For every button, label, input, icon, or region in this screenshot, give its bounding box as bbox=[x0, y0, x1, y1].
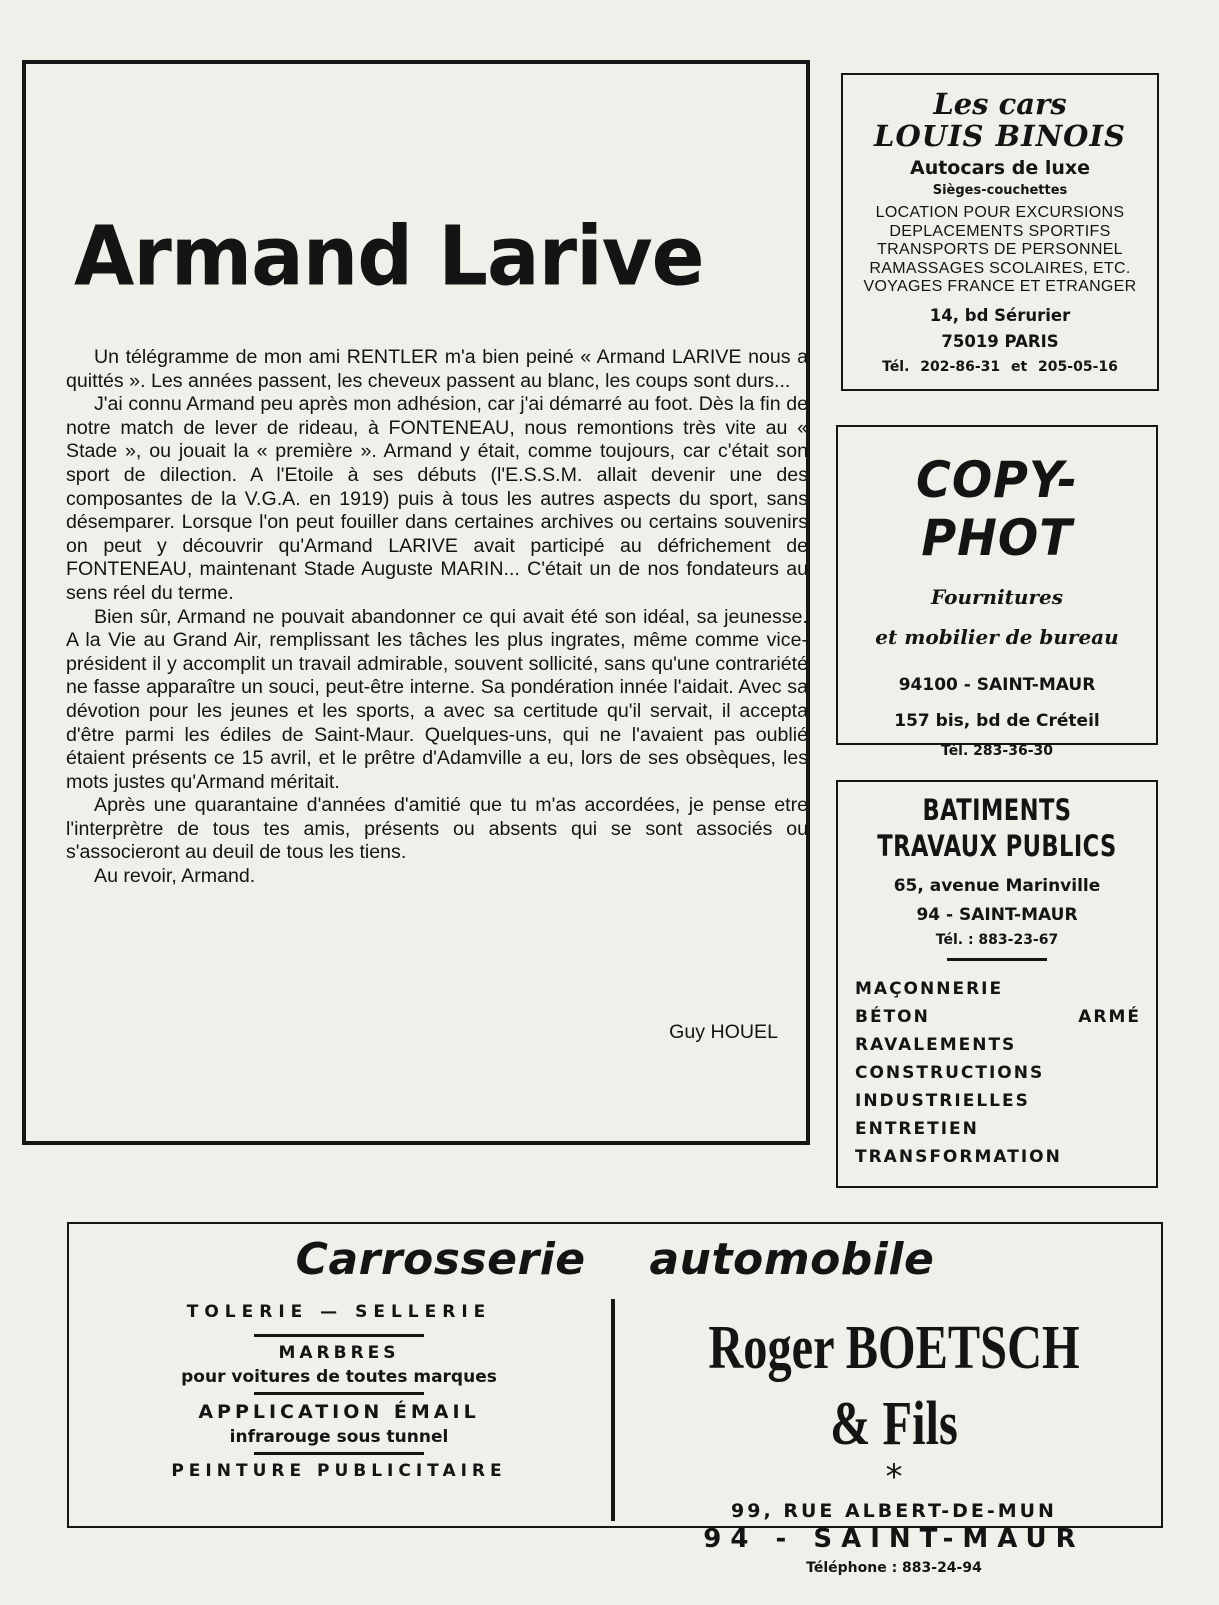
ad-binois-address bbox=[843, 303, 1157, 355]
service-item: MAÇONNERIE bbox=[855, 979, 1004, 999]
ad-carro-line2: MARBRES bbox=[278, 1343, 400, 1363]
ad-carro-services bbox=[119, 1294, 559, 1481]
divider bbox=[611, 1299, 615, 1521]
divider bbox=[947, 958, 1047, 961]
ad-copyphot-line1: Fournitures bbox=[931, 585, 1063, 609]
ad-binois-heading: Les cars bbox=[933, 87, 1067, 121]
ad-carro-firm: Roger BOETSCH & Fils bbox=[708, 1314, 1080, 1458]
divider bbox=[254, 1334, 424, 1337]
ad-binois-city: 75019 PARIS bbox=[941, 331, 1059, 351]
obituary-paragraph: Après une quarantaine d'années d'amitié que tu m'as accordées, je pense etre l'interprètre de tous tes amis, présents ou absents qui se sont associés ou s'associeront au deuil de tous les tiens. bbox=[66, 794, 808, 864]
divider bbox=[254, 1392, 424, 1395]
ad-copyphot-title: COPY-PHOT bbox=[916, 451, 1078, 567]
ad-batiments bbox=[836, 780, 1158, 1188]
obituary-paragraph: Au revoir, Armand. bbox=[94, 865, 256, 888]
ad-copyphot-address bbox=[838, 667, 1156, 739]
ad-bat-services bbox=[838, 975, 1156, 1171]
obituary-body bbox=[66, 346, 808, 889]
obituary-title: Armand Larive bbox=[74, 209, 704, 305]
service-item: INDUSTRIELLES bbox=[855, 1091, 1030, 1111]
ad-copy-phot bbox=[836, 425, 1158, 759]
ad-louis-binois bbox=[841, 73, 1159, 391]
service-item: RAMASSAGES SCOLAIRES, ETC. bbox=[869, 259, 1131, 277]
ad-carro-line3: pour voitures de toutes marques bbox=[181, 1367, 497, 1387]
ad-carro-heading: Carrosserie automobile bbox=[295, 1234, 935, 1285]
divider bbox=[254, 1452, 424, 1455]
obituary-paragraph: Bien sûr, Armand ne pouvait abandonner ce qui avait été son idéal, sa jeunesse. A la Vie au Grand Air, remplissant les tâches les plus ingrates, même comme vice-président il y accomplit un travail admirable, souvent sollicité, sans qu'une contrariété ne fasse apparaître un souci, peut-être interne. Sa pondération innée l'aidait. Avec sa dévotion pour les jeunes et les sports, a avec sa certitude qu'il servait, il accepta d'être parmi les édiles de Saint-Maur. Quelques-uns, qui ne l'avaient pas oublié étaient présents ce 15 avril, et le prêtre d'Adamville a eu, lors de ses obsèques, les mots justes qu'Armand méritait. bbox=[66, 605, 808, 793]
service-item: VOYAGES FRANCE ET ETRANGER bbox=[863, 278, 1137, 295]
obituary-box bbox=[22, 60, 810, 1145]
ad-carro-line1: TOLERIE — SELLERIE bbox=[186, 1302, 492, 1322]
service-item: ENTRETIEN bbox=[855, 1119, 979, 1139]
ad-bat-phone: Tél. : 883-23-67 bbox=[935, 932, 1059, 948]
ad-carro-street: 99, RUE ALBERT-DE-MUN bbox=[731, 1500, 1057, 1522]
ad-copyphot-street: 157 bis, bd de Créteil bbox=[894, 711, 1100, 731]
ad-carro-phone: Téléphone : 883-24-94 bbox=[806, 1560, 982, 1576]
star-icon: * bbox=[885, 1457, 903, 1497]
service-item: TRANSPORTS DE PERSONNEL bbox=[877, 241, 1123, 258]
ad-carro-line6: PEINTURE PUBLICITAIRE bbox=[171, 1461, 507, 1481]
obituary-paragraph: J'ai connu Armand peu après mon adhésion, car j'ai démarré au foot. Dès la fin de notre match de lever de rideau, à FONTENEAU, nous remontions très vite au « Stade », ou jouait la « première ». Armand y était, comme toujours, car c'était son sport de dilection. A l'Etoile à ses débuts (l'E.S.S.M. allait devenir une des composantes de la V.G.A. en 1919) puis à tous les autres aspects du sport, sans désemparer. Lorsque l'on peut fouiller dans certaines archives ou certains souvenirs on peut y découvrir qu'Armand LARIVE avait participé au défrichement de FONTENEAU, maintenant Stade Auguste MARIN... C'était un de nos fondateurs au sens réel du terme. bbox=[66, 393, 808, 604]
service-item: DEPLACEMENTS SPORTIFS bbox=[889, 222, 1111, 240]
ad-carro-line4: APPLICATION ÉMAIL bbox=[198, 1401, 480, 1423]
ad-binois-brand: LOUIS BINOIS bbox=[874, 119, 1126, 153]
ad-bat-city: 94 - SAINT-MAUR bbox=[916, 905, 1078, 925]
ad-bat-address bbox=[838, 872, 1156, 930]
ad-copyphot-phone: Tél. 283-36-30 bbox=[941, 743, 1053, 759]
ad-carro-firm-block bbox=[629, 1310, 1159, 1576]
ad-bat-street: 65, avenue Marinville bbox=[893, 876, 1101, 896]
ad-carro-city: 94 - SAINT-MAUR bbox=[703, 1524, 1085, 1554]
ad-copyphot-line2: et mobilier de bureau bbox=[875, 625, 1119, 649]
ad-bat-title1: BATIMENTS bbox=[922, 793, 1072, 827]
ad-carro-line5: infrarouge sous tunnel bbox=[229, 1427, 449, 1447]
obituary-signature: Guy HOUEL bbox=[669, 1021, 778, 1043]
ad-binois-tagline: Autocars de luxe bbox=[909, 157, 1091, 179]
service-item: BÉTON ARMÉ bbox=[855, 1007, 1141, 1027]
service-item: LOCATION POUR EXCURSIONS bbox=[875, 204, 1125, 221]
service-item: RAVALEMENTS bbox=[855, 1035, 1017, 1055]
ad-binois-services bbox=[843, 204, 1157, 297]
service-item: CONSTRUCTIONS bbox=[855, 1063, 1045, 1083]
ad-copyphot-city: 94100 - SAINT-MAUR bbox=[898, 675, 1096, 695]
ad-carrosserie bbox=[67, 1222, 1163, 1576]
ad-binois-street: 14, bd Sérurier bbox=[929, 305, 1071, 325]
ad-bat-title2: TRAVAUX PUBLICS bbox=[877, 829, 1117, 863]
service-item: TRANSFORMATION bbox=[855, 1147, 1062, 1167]
ad-binois-phone: Tél. 202-86-31 et 205-05-16 bbox=[882, 358, 1118, 375]
obituary-paragraph: Un télégramme de mon ami RENTLER m'a bien peiné « Armand LARIVE nous a quittés ». Les années passent, les cheveux passent au blanc, les coups sont durs... bbox=[66, 346, 808, 392]
ad-binois-sub: Sièges-couchettes bbox=[932, 183, 1068, 198]
